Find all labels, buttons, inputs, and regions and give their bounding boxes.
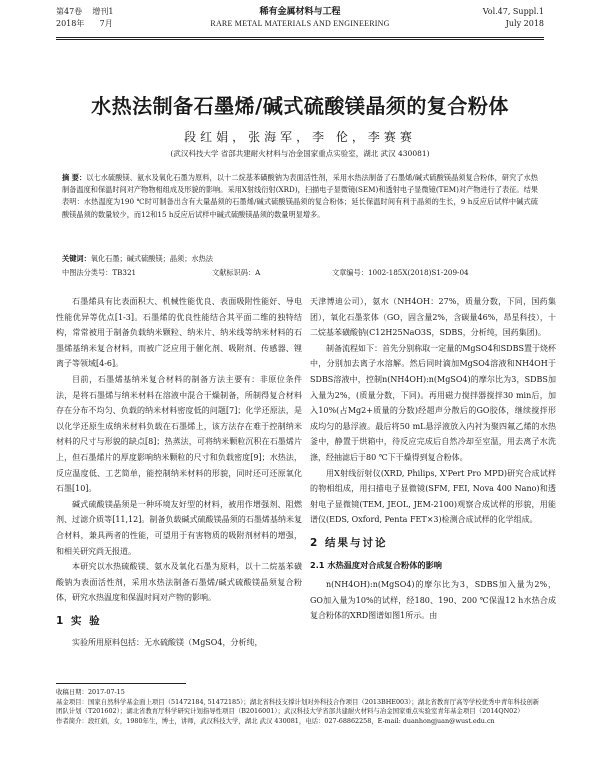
paper-title: 水热法制备石墨烯/碱式硫酸镁晶须的复合粉体 — [91, 94, 509, 118]
footnote-fund: 基金项目：国家自然科学基金面上项目（51472184, 51472185）；湖北省科技支撑计划对外科技合作项目（2013BHE003）；湖北省教育厅高等学校优秀中青年科技创新团队计划（T201602）；湖北省教育厅科学研究计划指导性项目（B2016001）；武汉科技大学省部共建耐火材料与冶金国家重点实验室青年基金项目（2014QN02） — [56, 697, 540, 716]
paper-authors: 段红娟，张海军，李 伦，李赛赛 — [184, 130, 416, 144]
header-journal — [56, 6, 544, 30]
journal-name-cn: 稀有金属材料与工程 — [259, 7, 341, 17]
running-header — [56, 6, 544, 36]
section-heading-experiment: 1 实 验 — [56, 614, 102, 627]
keywords — [62, 254, 538, 264]
abstract-text: 以七水硫酸镁、氨水及氧化石墨为原料，以十二烷基苯磺酸钠为表面活性剂，采用水热法制备了石墨烯/碱式硫酸镁晶须复合粉体，研究了水热制备温度和保温时间对产物物相组成及形貌的影响。采用X射线衍射(XRD)，扫描电子显微镜(SEM)和透射电子显微镜(TEM)对产物进行了表征。结果表明：水热温度为190 ℃时可制备出含有大量晶须的石墨烯/碱式硫酸镁晶须的复合粉体；延长保温时间有利于晶须的生长，9 h反应后试样中碱式硫酸镁晶须的数量较少，而12和15 h反应后试样中碱式硫酸镁晶须的数量明显增多。 — [62, 173, 538, 219]
abstract-label: 摘 要： — [62, 173, 87, 182]
header-rule-thin — [56, 39, 544, 40]
clc-number: 中图法分类号：TB321 — [62, 268, 137, 277]
paragraph: 本研究以水热硫酸镁、氨水及氧化石墨为原料，以十二烷基苯磺酸钠为表面活性剂，采用水热法制备石墨烯/碱式硫酸镁晶须复合粉体，研究水热温度和保温时间对产物的影响。 — [56, 562, 302, 603]
article-number: 文章编号：1002-185X(2018)S1-209-04 — [332, 268, 469, 277]
body-column-left — [56, 294, 302, 651]
header-date-en: July 2018 — [505, 19, 544, 28]
header-volume-cn: 第47卷 — [56, 7, 83, 16]
subsection-heading-temperature: 2.1 水热温度对合成复合粉体的影响 — [310, 559, 442, 570]
paragraph: 实验所用原料包括：无水硫酸镁（MgSO4，分析纯， — [72, 638, 263, 648]
keywords-label: 关键词： — [62, 254, 91, 263]
paragraph: 用X射线衍射仪(XRD, Philips, X'Pert Pro MPD)研究合成试样的物相组成，用扫描电子显微镜(SFM, FEI, Nova 400 Nano)和透射电子显微镜(TEM, JEOL, JEM-2100)观察合成试样的形貌，用能谱仪(EDS, Oxford, Penta FET×3)检测合成试样的化学组成。 — [310, 468, 556, 525]
header-month-cn: 7月 — [99, 19, 113, 28]
abstract — [62, 172, 538, 221]
header-year-cn: 2018年 — [56, 19, 85, 28]
paragraph: 目前，石墨烯基纳米复合材料的制备方法主要有：非原位条件法，是将石墨烯与纳米材料在溶液中混合干燥制备，所制得复合材料存在分布不均匀、负载的纳米材料密度低的问题[7]；化学还原法，是以化学还原生成纳米材料负载在石墨烯上，该方法存在难于控制纳米材料的尺寸与形貌的缺点[8]；热蒸法，可将纳米颗粒沉积在石墨烯片上，但石墨烯片的厚度影响纳米颗粒的尺寸和负载密度[9]；水热法，反应温度低、工艺简单，能控制纳米材料的形貌，同时还可还原氧化石墨[10]。 — [56, 374, 302, 494]
footnote-rule — [56, 683, 186, 684]
paragraph: 石墨烯具有比表面积大、机械性能优良、表面吸附性能好、导电性能优异等优点[1-3]。石墨烯的优良性能结合其平面二维的独特结构，常常被用于制备负载纳米颗粒、纳米片、纳米线等纳米材料的石墨烯基纳米复合材料，而被广泛应用于催化剂、吸附剂、传感器、锂离子等领域[4-6]。 — [56, 297, 302, 369]
paragraph: 天津博迪公司），氨水（NH4OH：27%，质量分数，下同，国药集团），氧化石墨浆体（GO，固含量2%，含碳量46%，昂星科技），十二烷基苯磺酸钠(C12H25NaO3S，SDBS，分析纯，国药集团)。 — [310, 297, 556, 338]
body-column-right — [310, 294, 556, 624]
keywords-text: 氧化石墨；碱式硫酸镁；晶须；水热法 — [90, 254, 213, 263]
footnote-received: 收稿日期：2017-07-15 — [56, 688, 125, 696]
paragraph: 制备流程如下：首先分别称取一定量的MgSO4和SDBS置于烧杯中，分别加去离子水溶解。然后同时滴加MgSO4溶液和NH4OH于SDBS溶液中，控制n(NH4OH):n(MgSO4)的摩尔比为3，SDBS加入量为2%，(质量分数，下同)。再用磁力搅拌器搅拌30 min后，加入10%(占Mg2+质量的分数)经超声分散后的GO胶体，继续搅拌形成均匀的悬浮液。最后将50 mL悬浮液放入内衬为聚四氟乙烯的水热釜中，静置于烘箱中，待反应完成后自然冷却至室温，用去离子水洗涤，经抽滤后于80 ℃下干燥得到复合粉体。 — [310, 343, 556, 462]
footnotes — [56, 688, 544, 726]
paragraph: n(NH4OH):n(MgSO4)的摩尔比为3，SDBS加入量为2%，GO加入量为10%的试样，经180、190、200 ℃保温12 h水热合成复合粉体的XRD图谱如图1所示。由 — [310, 580, 556, 621]
section-heading-results: 2 结果与讨论 — [310, 536, 388, 549]
header-right — [483, 6, 544, 30]
footnote-author-bio: 作者简介：段红娟，女，1980年生，博士，讲师，武汉科技大学，湖北 武汉 430081，电话：027-68862258，E-mail: duanhongjuan@wust.edu.cn — [56, 716, 495, 725]
header-rule — [56, 37, 544, 38]
article-meta — [62, 268, 538, 278]
journal-name-en: RARE METAL MATERIALS AND ENGINEERING — [210, 19, 390, 28]
header-supplement-cn: 增刊1 — [92, 7, 114, 16]
paper-affiliation: (武汉科技大学 省部共建耐火材料与冶金国家重点实验室，湖北 武汉 430081) — [170, 149, 430, 158]
paragraph: 碱式硫酸镁晶须是一种环境友好型的材料，被用作增强剂、阻燃剂、过滤介质等[11,12]。制备负载碱式硫酸镁晶须的石墨烯基纳米复合材料，兼具两者的性能，可望用于有害物质的吸附剂材料的增强，和相关研究尚无报道。 — [56, 499, 302, 556]
document-code: 文献标识码：A — [212, 268, 261, 277]
header-volume-en: Vol.47, Suppl.1 — [482, 7, 544, 16]
